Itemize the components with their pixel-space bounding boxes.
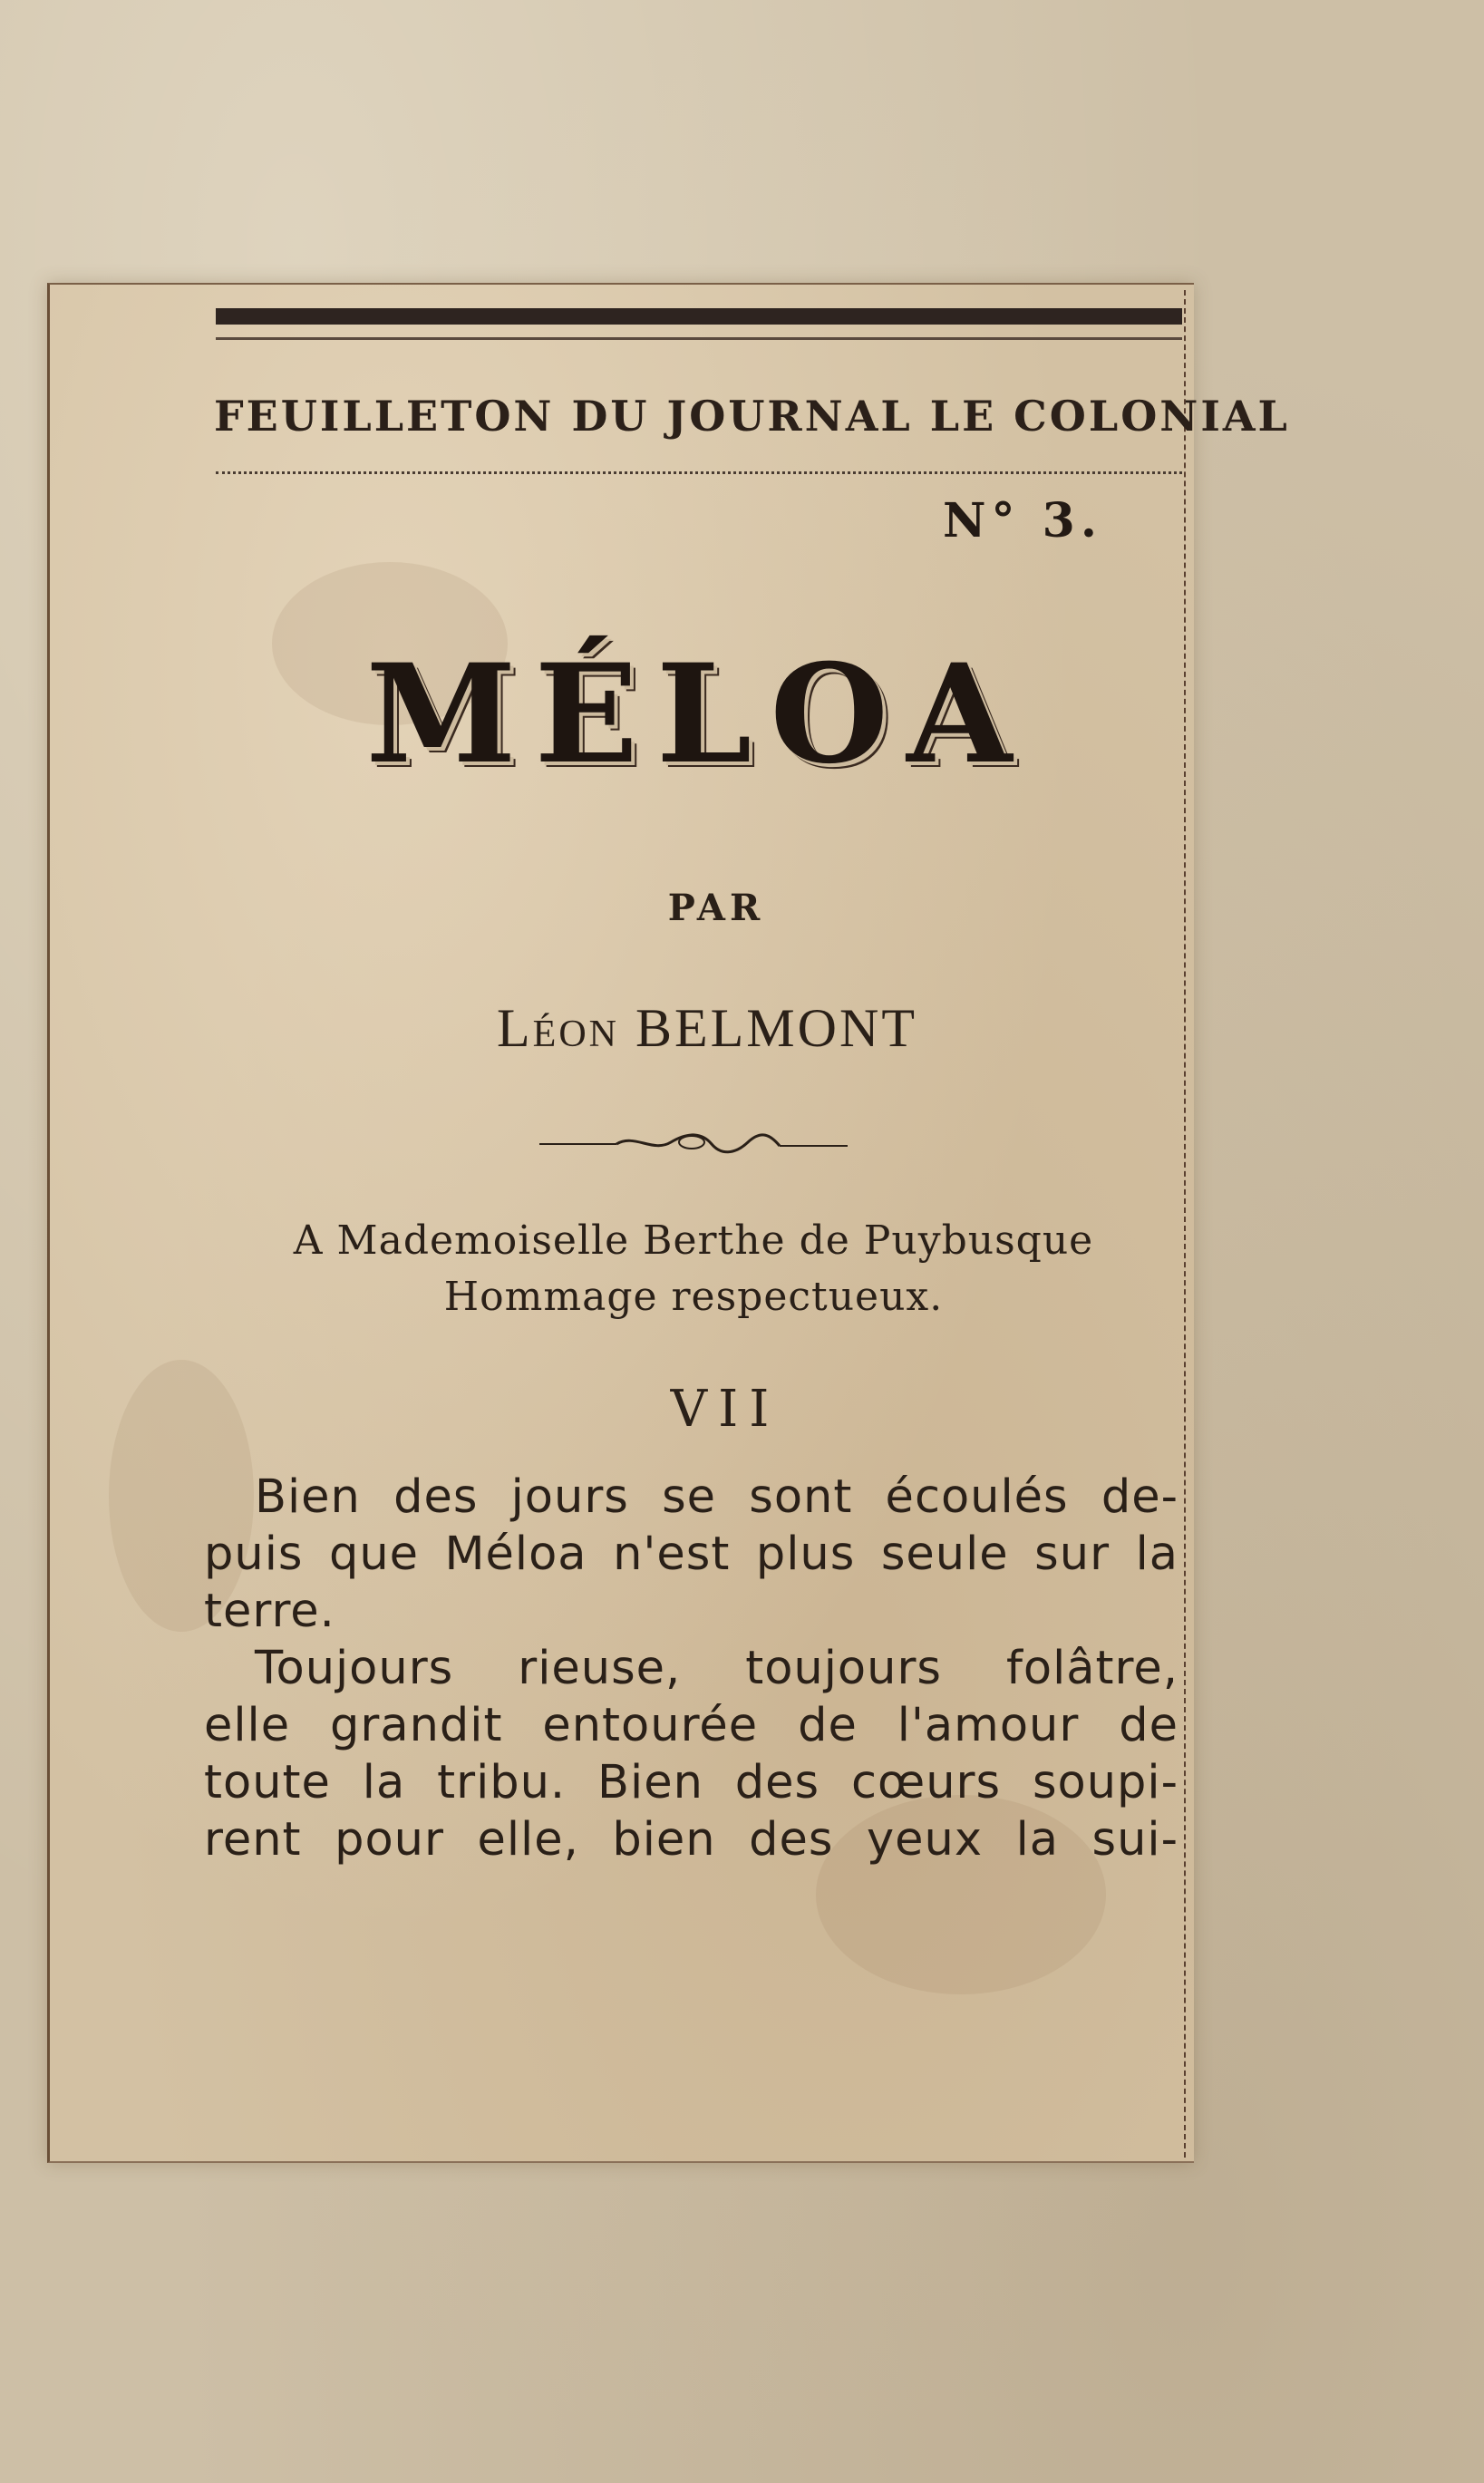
body-line: toute la tribu. Bien des cœurs soupi-	[204, 1756, 1178, 1809]
body-line: elle grandit entourée de l'amour de	[204, 1699, 1178, 1752]
body-line: Toujours rieuse, toujours folâtre,	[255, 1642, 1178, 1695]
clipping-right-edge	[1184, 290, 1186, 2158]
author-name	[453, 997, 961, 1060]
body-line: Bien des jours se sont écoulés de-	[255, 1470, 1178, 1524]
dedication-line-2: Hommage respectueux.	[443, 1274, 944, 1320]
byline-par: PAR	[667, 887, 765, 929]
chapter-heading: VII	[670, 1380, 781, 1439]
dedication-line-1: A Mademoiselle Berthe de Puybusque	[293, 1217, 1094, 1264]
top-thin-rule	[216, 337, 1182, 340]
header-dotted-rule	[216, 471, 1182, 476]
author-first-name: Léon	[497, 998, 619, 1058]
issue-number: N° 3.	[943, 493, 1102, 548]
story-title: MÉLOA	[365, 635, 1031, 794]
story-body	[204, 1469, 1178, 1868]
ornament-divider-icon	[539, 1130, 848, 1157]
feuilleton-header: FEUILLETON DU JOURNAL LE COLONIAL	[214, 392, 1290, 441]
body-line: terre.	[204, 1585, 335, 1638]
dedication	[209, 1213, 1178, 1325]
top-thick-rule	[216, 308, 1182, 325]
body-line: puis que Méloa n'est plus seule sur la	[204, 1528, 1178, 1581]
body-line: rent pour elle, bien des yeux la sui-	[204, 1813, 1178, 1867]
author-last-name: BELMONT	[635, 998, 917, 1058]
